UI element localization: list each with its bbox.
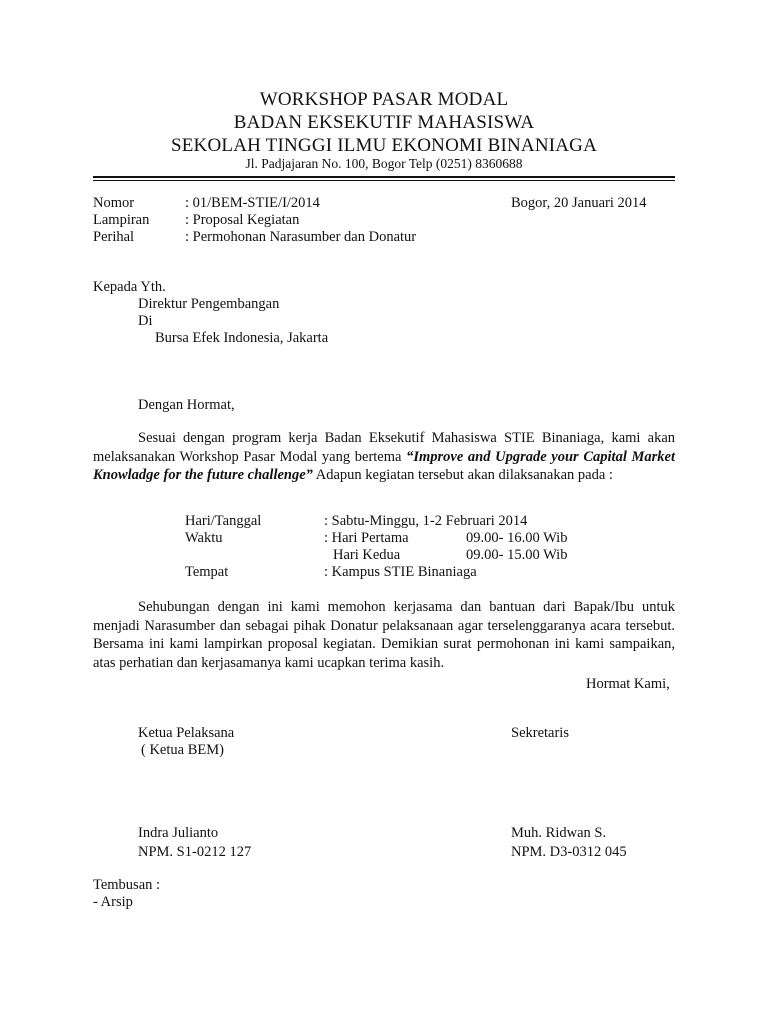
recipient-organization: Bursa Efek Indonesia, Jakarta [155,330,329,346]
signer-right-name: Muh. Ridwan S. [511,825,607,841]
schedule-day2-time: 09.00- 15.00 Wib [466,547,568,563]
signer-right-npm: NPM. D3-0312 045 [511,844,627,860]
letterhead-address: Jl. Padjajaran No. 100, Bogor Telp (0251) 8360688 [245,156,523,171]
intro-text-end: Adapun kegiatan tersebut akan dilaksanakan pada : [315,467,613,483]
schedule-day1-label: : Hari Pertama [324,530,409,546]
signer-right-role: Sekretaris [511,725,569,741]
recipient-title: Direktur Pengembangan [138,296,280,312]
header-divider-thin [93,180,675,181]
signer-left-role: Ketua Pelaksana [138,725,235,741]
header-divider-thick [93,176,675,178]
paragraph-intro [93,429,675,485]
letterhead-title: WORKSHOP PASAR MODAL [259,89,509,110]
place-date: Bogor, 20 Januari 2014 [511,195,647,211]
letterhead-organization: BADAN EKSEKUTIF MAHASISWA [233,112,535,133]
letterhead-institution: SEKOLAH TINGGI ILMU EKONOMI BINANIAGA [170,135,598,156]
signer-left-npm: NPM. S1-0212 127 [138,844,252,860]
signer-left-name: Indra Julianto [138,825,219,841]
nomor-value: : 01/BEM-STIE/I/2014 [185,195,320,211]
recipient-salutation: Kepada Yth. [93,279,166,295]
perihal-value: : Permohonan Narasumber dan Donatur [185,229,417,245]
greeting: Dengan Hormat, [138,397,235,413]
cc-item: - Arsip [93,894,133,910]
intro-text-start: Sesuai dengan program kerja Badan Eksekutif Mahasiswa STIE Binaniaga, kami akan melaksanakan Workshop Pasar Modal yang bertema [93,430,675,465]
perihal-label: Perihal [93,229,135,245]
signer-left-subrole: ( Ketua BEM) [141,742,224,758]
schedule-place-label: Tempat [185,564,229,580]
recipient-di: Di [138,313,153,329]
closing: Hormat Kami, [586,676,670,692]
request-text: Sehubungan dengan ini kami memohon kerjasama dan bantuan dari Bapak/Ibu untuk menjadi Narasumber dan sebagai pihak Donatur pelaksanaan agar terselenggaranya acara tersebut. Bersama ini kami lampirkan proposal kegiatan. Demikian surat permohonan ini kami sampaikan, atas perhatian dan kerjasamanya kami ucapkan terima kasih. [93,599,675,671]
nomor-label: Nomor [93,195,135,211]
schedule-date-value: : Sabtu-Minggu, 1-2 Februari 2014 [324,513,528,529]
schedule-day1-time: 09.00- 16.00 Wib [466,530,568,546]
workshop-theme: “Improve and Upgrade your Capital Market Knowladge for the future challenge” [93,448,675,483]
lampiran-label: Lampiran [93,212,150,228]
cc-label: Tembusan : [93,877,161,893]
schedule-place-value: : Kampus STIE Binaniaga [324,564,477,580]
lampiran-value: : Proposal Kegiatan [185,212,300,228]
schedule-time-label: Waktu [185,530,223,546]
schedule-date-label: Hari/Tanggal [185,513,262,529]
paragraph-request [93,598,675,672]
schedule-day2-label: Hari Kedua [333,547,401,563]
